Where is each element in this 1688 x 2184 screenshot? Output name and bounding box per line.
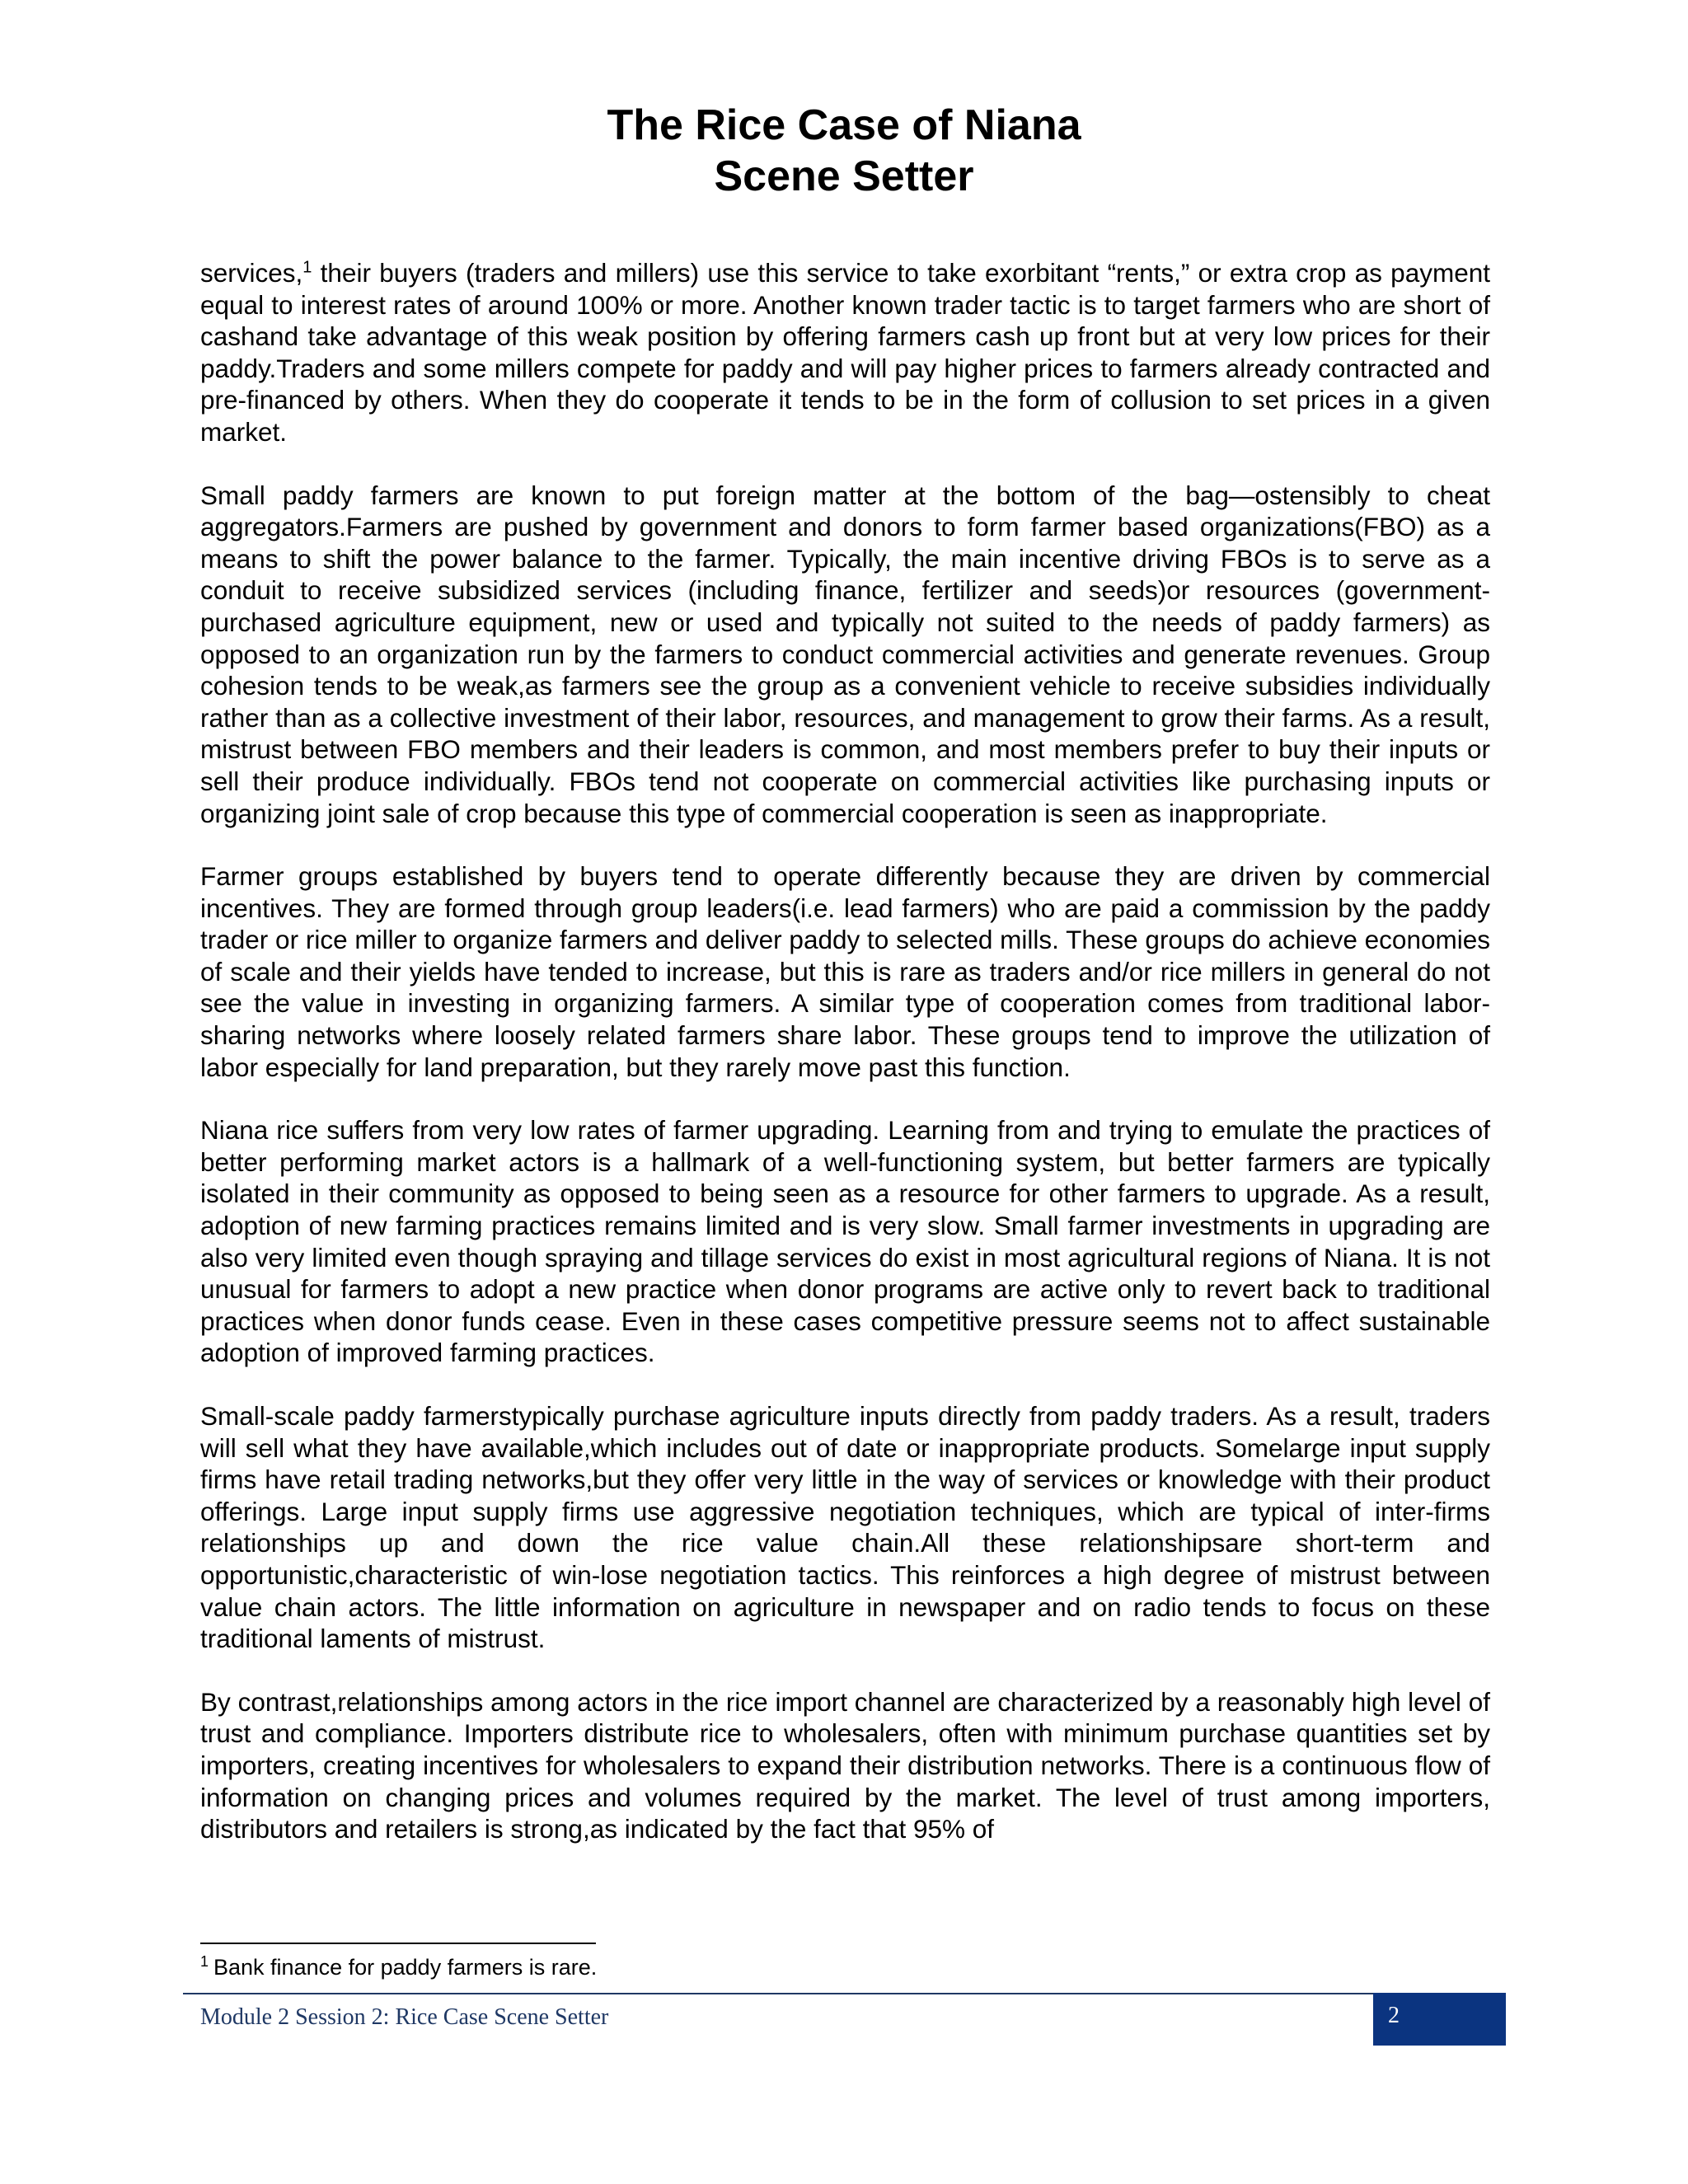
paragraph-1-text: their buyers (traders and millers) use this service to take exorbitant “rents,” or extra crop as payment equal to interest rates of around 100% or more. Another known trader tactic is to target farmers who are short of cashand take advantage of this weak position by offering farmers cash up front but at very low prices for their paddy.Traders and some millers compete for paddy and will pay higher prices to farmers already contracted and pre-financed by others. When they do cooperate it tends to be in the form of collusion to set prices in a given market.	[200, 258, 1490, 447]
paragraph-2: Small paddy farmers are known to put foreign matter at the bottom of the bag—ostensibly to cheat aggregators.Farmers are pushed by government and donors to form farmer based organizations(FBO) as a means to shift the power balance to the farmer. Typically, the main incentive driving FBOs is to serve as a conduit to receive subsidized services (including finance, fertilizer and seeds)or resources (government-purchased agriculture equipment, new or used and typically not suited to the needs of paddy farmers) as opposed to an organization run by the farmers to conduct commercial activities and generate revenues. Group cohesion tends to be weak,as farmers see the group as a convenient vehicle to receive subsidies individually rather than as a collective investment of their labor, resources, and management to grow their farms. As a result, mistrust between FBO members and their leaders is common, and most members prefer to buy their inputs or sell their produce individually. FBOs tend not cooperate on commercial activities like purchasing inputs or organizing joint sale of crop because this type of commercial cooperation is seen as inappropriate.	[200, 480, 1490, 828]
footnote-marker: 1	[200, 1953, 209, 1970]
page-title: The Rice Case of Niana	[607, 101, 1081, 149]
paragraph-5: Small-scale paddy farmerstypically purchase agriculture inputs directly from paddy traders. As a result, traders will sell what they have available,which includes out of date or inappropriate products. Somelarge input supply firms have retail trading networks,but they offer very little in the way of services or knowledge with their product offerings. Large input supply firms use aggressive negotiation techniques, which are typical of inter-firms relationships up and down the rice value chain.All these relationshipsare short-term and opportunistic,characteristic of win-lose negotiation tactics. This reinforces a high degree of mistrust between value chain actors. The little information on agriculture in newspaper and on radio tends to focus on these traditional laments of mistrust.	[200, 1401, 1490, 1654]
paragraph-6: By contrast,relationships among actors in the rice import channel are characterized by a reasonably high level of trust and compliance. Importers distribute rice to wholesalers, often with minimum purchase quantities set by importers, creating incentives for wholesalers to expand their distribution networks. There is a continuous flow of information on changing prices and volumes required by the market. The level of trust among importers, distributors and retailers is strong,as indicated by the fact that 95% of	[200, 1686, 1490, 1844]
footer-divider	[183, 1993, 1506, 1994]
footnote-separator	[200, 1943, 596, 1944]
paragraph-1	[200, 257, 1490, 448]
footer-module-label: Module 2 Session 2: Rice Case Scene Setter	[200, 2004, 609, 2030]
page-number-box	[1373, 1993, 1506, 2046]
paragraph-4: Niana rice suffers from very low rates of farmer upgrading. Learning from and trying to emulate the practices of better performing market actors is a hallmark of a well-functioning system, but better farmers are typically isolated in their community as opposed to being seen as a resource for other farmers to upgrade. As a result, adoption of new farming practices remains limited and is very slow. Small farmer investments in upgrading are also very limited even though spraying and tillage services do exist in most agricultural regions of Niana. It is not unusual for farmers to adopt a new practice when donor programs are active only to revert back to traditional practices when donor funds cease. Even in these cases competitive pressure seems not to affect sustainable adoption of improved farming practices.	[200, 1115, 1490, 1368]
page-subtitle: Scene Setter	[714, 152, 974, 200]
paragraph-1-lead: services,	[200, 258, 303, 288]
footnote	[200, 1953, 597, 1981]
footnote-reference[interactable]: 1	[302, 258, 312, 277]
footnote-text: Bank finance for paddy farmers is rare.	[213, 1955, 598, 1980]
paragraph-3: Farmer groups established by buyers tend to operate differently because they are driven by commercial incentives. They are formed through group leaders(i.e. lead farmers) who are paid a commission by the paddy trader or rice miller to organize farmers and deliver paddy to selected mills. These groups do achieve economies of scale and their yields have tended to increase, but this is rare as traders and/or rice millers in general do not see the value in investing in organizing farmers. A similar type of cooperation comes from traditional labor-sharing networks where loosely related farmers share labor. These groups tend to improve the utilization of labor especially for land preparation, but they rarely move past this function.	[200, 861, 1490, 1082]
body-text	[200, 257, 1490, 1877]
page-number: 2	[1388, 2003, 1400, 2028]
